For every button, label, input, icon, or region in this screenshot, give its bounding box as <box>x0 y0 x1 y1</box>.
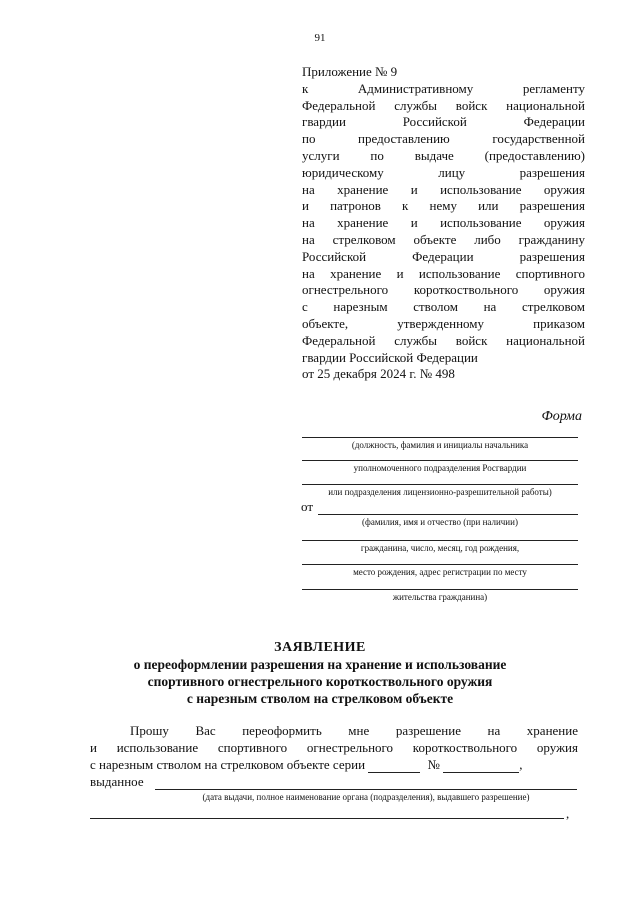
form-label: Форма <box>541 409 582 424</box>
appendix-line: по предоставлению государственной <box>302 131 585 147</box>
appendix-line: на хранение и использование оружия <box>302 215 585 231</box>
issued-label: выданное <box>90 774 144 789</box>
blank-line[interactable] <box>302 589 578 590</box>
appendix-line: от 25 декабря 2024 г. № 498 <box>302 366 455 382</box>
appendix-line: услуги по выдаче (предоставлению) <box>302 147 585 163</box>
field-caption: (должность, фамилия и инициалы начальника <box>351 440 529 450</box>
blank-line[interactable] <box>302 437 578 438</box>
appendix-line: огнестрельного короткоствольного оружия <box>302 282 585 298</box>
title-line: с нарезным стволом на стрелковом объекте <box>186 691 454 706</box>
appendix-line: Российской Федерации разрешения <box>302 248 585 264</box>
series-field[interactable] <box>368 760 420 773</box>
page-number: 91 <box>314 32 326 44</box>
appendix-line: на стрелковом объекте либо гражданину <box>302 231 585 247</box>
field-caption: (фамилия, имя и отчество (при наличии) <box>362 517 518 527</box>
appendix-line: к Административному регламенту <box>302 80 585 96</box>
title-line: о переоформлении разрешения на хранение и использование <box>133 657 507 672</box>
title-line: спортивного огнестрельного короткоствольного оружия <box>147 674 493 689</box>
appendix-line: на хранение и использование спортивного <box>302 265 585 281</box>
appendix-line: Федеральной службы войск национальной <box>302 332 585 348</box>
issued-field[interactable] <box>155 789 577 790</box>
blank-line[interactable] <box>318 514 578 515</box>
field-caption: или подразделения лицензионно-разрешительной работы) <box>328 487 552 497</box>
from-label: от <box>301 499 314 514</box>
appendix-line: юридическому лицу разрешения <box>302 164 585 180</box>
appendix-line: на хранение и использование оружия <box>302 181 585 197</box>
blank-line[interactable] <box>302 540 578 541</box>
comma: , <box>519 757 523 772</box>
appendix-line: с нарезным стволом на стрелковом <box>302 299 585 315</box>
document-title: ЗАЯВЛЕНИЕ <box>274 640 366 655</box>
appendix-line: гвардии Российской Федерации <box>302 349 478 365</box>
field-caption: гражданина, число, месяц, год рождения, <box>360 543 520 553</box>
field-caption: уполномоченного подразделения Росгвардии <box>353 463 527 473</box>
number-field[interactable] <box>443 760 519 773</box>
blank-line[interactable] <box>302 484 578 485</box>
body-line-issued <box>90 774 144 790</box>
body-line-series <box>90 757 522 773</box>
number-sign: № <box>427 757 440 772</box>
appendix-line: объекте, утвержденному приказом <box>302 315 585 331</box>
body-line: и использование спортивного огнестрельного короткоствольного оружия <box>90 740 578 755</box>
body-line: Прошу Вас переоформить мне разрешение на хранение <box>130 723 578 738</box>
body-text: с нарезным стволом на стрелковом объекте серии <box>90 757 366 772</box>
appendix-block <box>302 64 585 383</box>
blank-line[interactable] <box>302 460 578 461</box>
appendix-line: гвардии Российской Федерации <box>302 114 585 130</box>
field-caption: (дата выдачи, полное наименование органа (подразделения), выдавшего разрешение) <box>202 792 530 802</box>
appendix-line: Федеральной службы войск национальной <box>302 97 585 113</box>
appendix-line: Приложение № 9 <box>302 64 398 79</box>
blank-line[interactable] <box>302 564 578 565</box>
field-caption: место рождения, адрес регистрации по месту <box>353 567 527 577</box>
comma: , <box>566 806 570 821</box>
appendix-line: и патронов к нему или разрешения <box>302 198 585 214</box>
blank-line[interactable] <box>90 818 564 819</box>
field-caption: жительства гражданина) <box>392 592 488 602</box>
